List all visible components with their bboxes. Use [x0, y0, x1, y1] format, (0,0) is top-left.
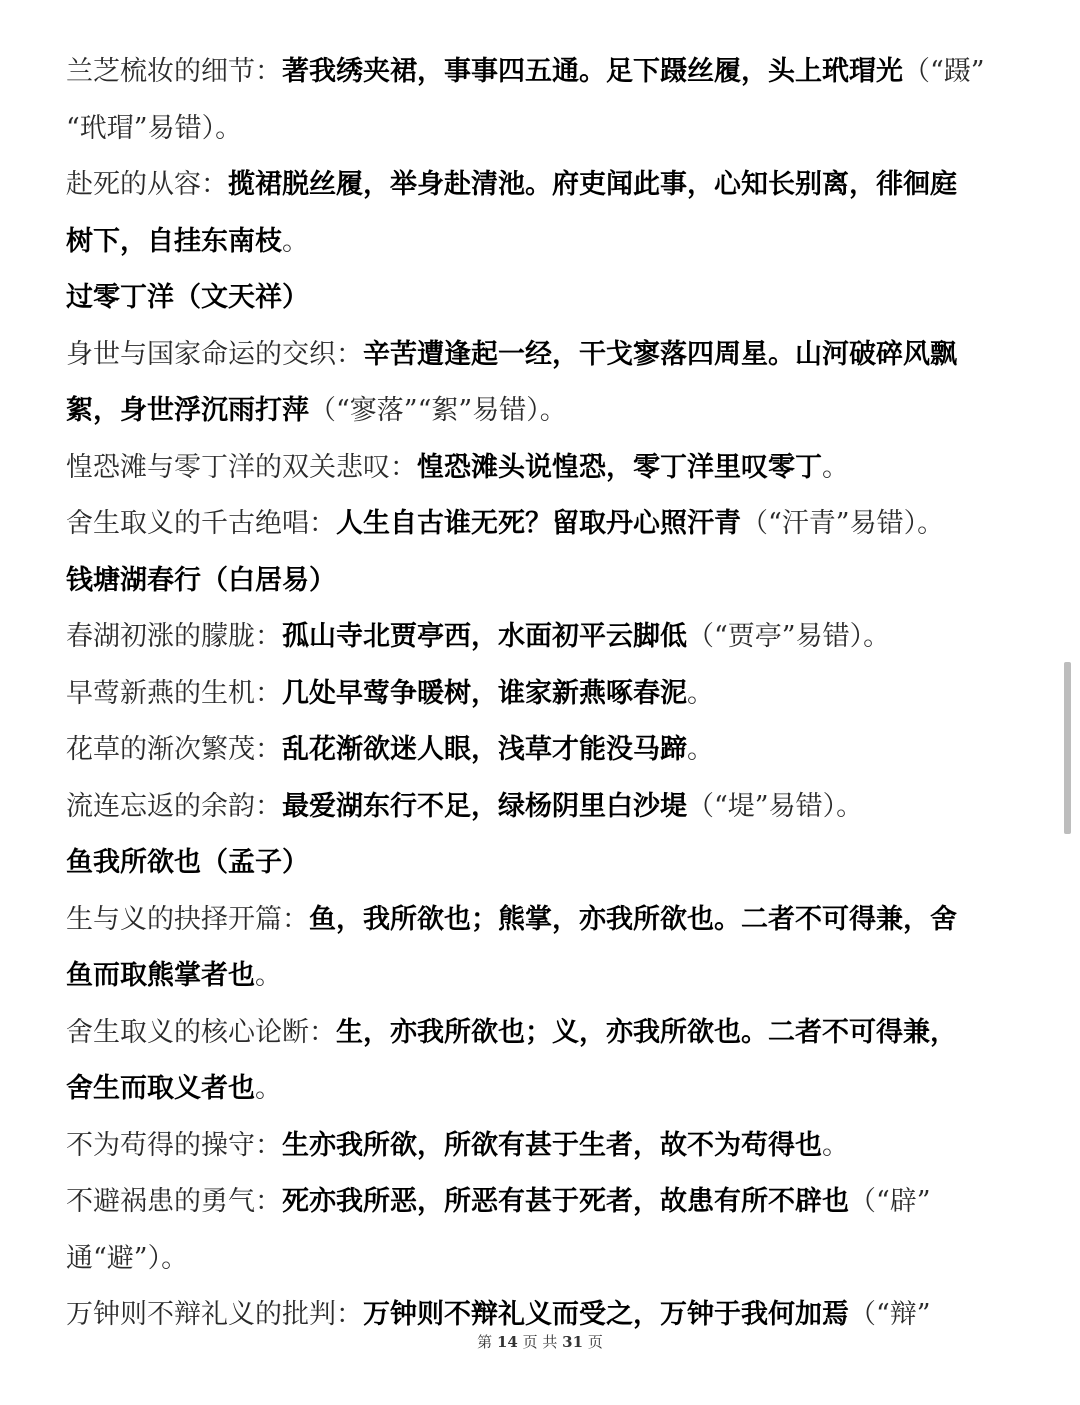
poem-quote: 著我绣夹裙，事事四五通。足下蹑丝履，头上玳瑁光: [282, 56, 903, 87]
poem-quote: 惶恐滩头说惶恐，零丁洋里叹零丁: [417, 451, 822, 483]
text-line: [66, 44, 1021, 101]
line-note: “玳瑁”易错）。: [66, 112, 243, 144]
text-line: [66, 1231, 1021, 1288]
footer-suffix: 页: [587, 1333, 603, 1351]
scrollbar[interactable]: [1064, 662, 1071, 834]
line-note: （“辟”: [849, 1186, 931, 1217]
line-note: 通“避”）。: [66, 1242, 189, 1274]
section-heading-text: 过零丁洋（文天祥）: [66, 282, 309, 313]
text-line: [66, 722, 1021, 779]
poem-quote: 舍生而取义者也: [66, 1073, 255, 1104]
line-note: 。: [255, 1073, 282, 1104]
poem-quote: 人生自古谁无死？留取丹心照汗青: [336, 508, 741, 539]
line-label: 赴死的从容：: [66, 169, 228, 200]
poem-quote: 乱花渐欲迷人眼，浅草才能没马蹄: [282, 734, 687, 765]
poem-quote: 辛苦遭逢起一经，干戈寥落四周星。山河破碎风飘: [363, 338, 957, 370]
line-label: 身世与国家命运的交织：: [66, 338, 363, 370]
line-note: （“蹑”: [903, 56, 985, 87]
poem-quote: 树下，自挂东南枝: [66, 225, 282, 257]
poem-quote: 几处早莺争暖树，谁家新燕啄春泥: [282, 677, 687, 709]
line-note: 。: [282, 225, 309, 257]
section-heading: [66, 553, 1021, 610]
line-label: 花草的渐次繁茂：: [66, 734, 282, 765]
line-note: （“堤”易错）。: [687, 790, 864, 822]
text-line: [66, 440, 1021, 497]
text-line: [66, 666, 1021, 723]
line-label: 万钟则不辩礼义的批判：: [66, 1299, 363, 1330]
line-note: 。: [687, 677, 714, 709]
page-footer: [0, 1331, 1080, 1352]
line-note: （“汗青”易错）。: [741, 508, 945, 539]
section-heading: [66, 835, 1021, 892]
text-line: [66, 496, 1021, 553]
text-line: [66, 948, 1021, 1005]
line-label: 不避祸患的勇气：: [66, 1186, 282, 1217]
text-line: [66, 1174, 1021, 1231]
poem-quote: 最爱湖东行不足，绿杨阴里白沙堤: [282, 790, 687, 822]
poem-quote: 生，亦我所欲也；义，亦我所欲也。二者不可得兼，: [336, 1016, 957, 1048]
footer-prefix: 第: [477, 1333, 493, 1351]
text-line: [66, 1005, 1021, 1062]
text-line: [66, 1118, 1021, 1175]
section-heading-text: 钱塘湖春行（白居易）: [66, 564, 336, 596]
text-line: [66, 892, 1021, 949]
line-label: 春湖初涨的朦胧：: [66, 621, 282, 652]
poem-quote: 死亦我所恶，所恶有甚于死者，故患有所不辟也: [282, 1186, 849, 1217]
text-line: [66, 327, 1021, 384]
current-page-number: 14: [496, 1333, 518, 1351]
footer-middle: 页 共: [522, 1333, 558, 1351]
text-line: [66, 609, 1021, 666]
section-heading-text: 鱼我所欲也（孟子）: [66, 847, 309, 878]
line-label: 不为苟得的操守：: [66, 1129, 282, 1161]
line-note: （“辩”: [849, 1299, 931, 1330]
line-label: 兰芝梳妆的细节：: [66, 56, 282, 87]
line-note: （“贾亭”易错）。: [687, 621, 891, 652]
line-label: 舍生取义的千古绝唱：: [66, 508, 336, 539]
poem-quote: 鱼，我所欲也；熊掌，亦我所欲也。二者不可得兼，舍: [309, 903, 957, 935]
line-note: 。: [687, 734, 714, 765]
total-pages-number: 31: [562, 1333, 584, 1351]
text-line: [66, 1061, 1021, 1118]
line-note: 。: [822, 1129, 849, 1161]
line-note: （“寥落”“絮”易错）。: [309, 395, 567, 426]
line-note: 。: [255, 960, 282, 991]
text-line: [66, 101, 1021, 158]
poem-quote: 鱼而取熊掌者也: [66, 960, 255, 991]
line-label: 早莺新燕的生机：: [66, 677, 282, 709]
document-body: [66, 44, 1021, 1344]
text-line: [66, 214, 1021, 271]
text-line: [66, 383, 1021, 440]
poem-quote: 万钟则不辩礼义而受之，万钟于我何加焉: [363, 1299, 849, 1330]
poem-quote: 絮，身世浮沉雨打萍: [66, 395, 309, 426]
poem-quote: 揽裙脱丝履，举身赴清池。府吏闻此事，心知长别离，徘徊庭: [228, 169, 957, 200]
line-label: 流连忘返的余韵：: [66, 790, 282, 822]
poem-quote: 生亦我所欲，所欲有甚于生者，故不为苟得也: [282, 1129, 822, 1161]
line-label: 生与义的抉择开篇：: [66, 903, 309, 935]
poem-quote: 孤山寺北贾亭西，水面初平云脚低: [282, 621, 687, 652]
line-note: 。: [822, 451, 849, 483]
text-line: [66, 157, 1021, 214]
line-label: 惶恐滩与零丁洋的双关悲叹：: [66, 451, 417, 483]
section-heading: [66, 270, 1021, 327]
line-label: 舍生取义的核心论断：: [66, 1016, 336, 1048]
text-line: [66, 779, 1021, 836]
